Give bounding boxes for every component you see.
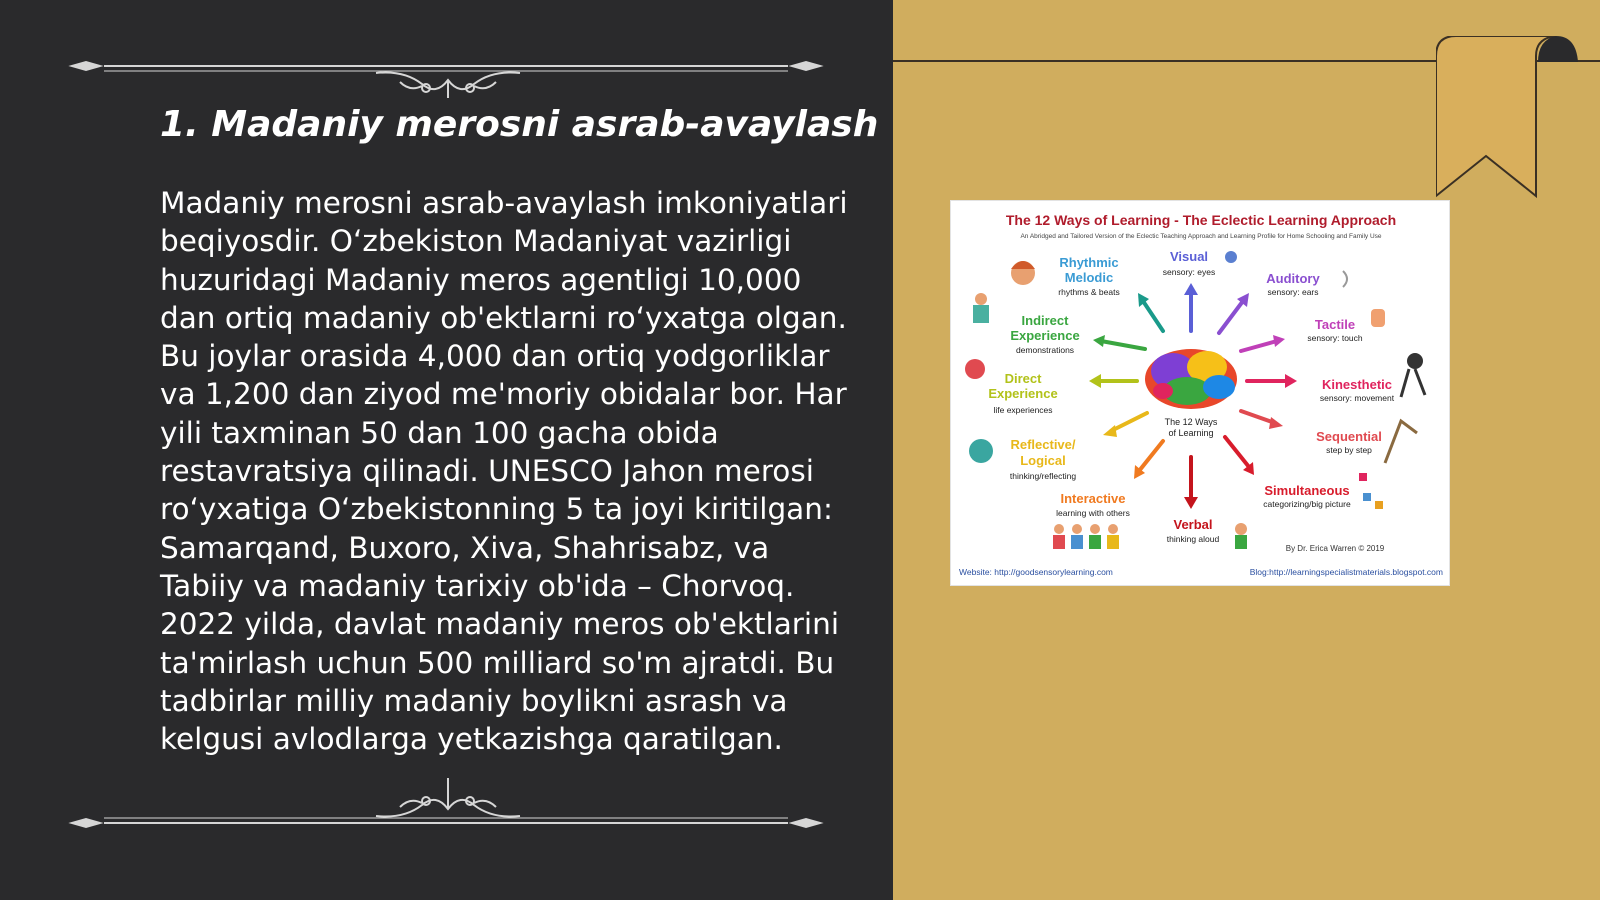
way-interactive — [1056, 491, 1130, 518]
bottom-ornament-divider — [64, 776, 828, 836]
svg-text:Interactive: Interactive — [1060, 491, 1126, 506]
svg-text:Tactile: Tactile — [1314, 317, 1356, 332]
way-visual — [1163, 249, 1215, 277]
way-indirect-experience — [1010, 313, 1079, 355]
svg-text:Direct: Direct — [1004, 371, 1042, 386]
svg-text:Simultaneous: Simultaneous — [1264, 483, 1350, 498]
svg-text:thinking/reflecting: thinking/reflecting — [1009, 471, 1077, 481]
svg-text:demonstrations: demonstrations — [1015, 345, 1075, 355]
svg-text:categorizing/big picture: categorizing/big picture — [1263, 499, 1351, 509]
svg-text:rhythms & beats: rhythms & beats — [1058, 287, 1120, 297]
svg-text:learning with others: learning with others — [1056, 508, 1130, 518]
way-auditory — [1266, 271, 1320, 297]
way-rhythmic — [1058, 255, 1119, 297]
brain-icon — [1145, 349, 1237, 409]
infographic-author: By Dr. Erica Warren © 2019 — [1285, 544, 1385, 553]
center-label-line1: The 12 Ways — [1164, 417, 1218, 427]
slide-title: 1. Madaniy merosni asrab-avaylash — [160, 104, 879, 145]
way-tactile — [1307, 317, 1363, 343]
svg-text:Experience: Experience — [988, 386, 1058, 401]
svg-text:Melodic: Melodic — [1064, 270, 1114, 285]
infographic-blog-link[interactable]: Blog:http://learningspecialistmaterials.blogspot.com — [1249, 567, 1443, 577]
infographic-title: The 12 Ways of Learning - The Eclectic Learning Approach — [1005, 212, 1397, 228]
svg-text:thinking aloud: thinking aloud — [1166, 534, 1220, 544]
svg-text:Logical: Logical — [1020, 453, 1066, 468]
svg-text:Kinesthetic: Kinesthetic — [1321, 377, 1393, 392]
svg-text:life experiences: life experiences — [993, 405, 1053, 415]
svg-text:Visual: Visual — [1169, 249, 1209, 264]
svg-text:Sequential: Sequential — [1316, 429, 1382, 444]
infographic-subtitle: An Abridged and Tailored Version of the Eclectic Teaching Approach and Learning Profile for Home Schooling and Family Use — [1020, 233, 1382, 240]
bookmark-ribbon-icon — [1436, 36, 1600, 200]
svg-text:Reflective/: Reflective/ — [1010, 437, 1076, 452]
svg-text:step by step: step by step — [1326, 445, 1372, 455]
svg-text:sensory: movement: sensory: movement — [1319, 393, 1395, 403]
infographic-website-link[interactable]: Website: http://goodsensorylearning.com — [959, 567, 1113, 577]
svg-text:sensory: eyes: sensory: eyes — [1162, 267, 1216, 277]
way-reflective-logical — [1010, 437, 1076, 481]
svg-text:sensory: touch: sensory: touch — [1307, 333, 1363, 343]
way-sequential — [1316, 429, 1382, 455]
svg-text:Experience: Experience — [1010, 328, 1080, 343]
way-kinesthetic — [1320, 377, 1395, 403]
svg-text:Indirect: Indirect — [1021, 313, 1069, 328]
svg-text:Rhythmic: Rhythmic — [1059, 255, 1119, 270]
top-ornament-divider — [64, 40, 828, 100]
way-verbal — [1167, 517, 1220, 544]
svg-text:sensory: ears: sensory: ears — [1267, 287, 1319, 297]
way-direct-experience — [988, 371, 1057, 415]
center-label-line2: of Learning — [1168, 428, 1214, 438]
svg-text:Auditory: Auditory — [1266, 271, 1320, 286]
way-simultaneous — [1263, 483, 1351, 509]
svg-text:Verbal: Verbal — [1173, 517, 1213, 532]
slide-body-text: Madaniy merosni asrab-avaylash imkoniyatlari beqiyosdir. O‘zbekiston Madaniyat vazirligi huzuridagi Madaniy meros agentligi 10,000 dan ortiq madaniy ob'ektlarni ro‘yxatga olgan. Bu joylar orasida 4,000 dan ortiq yodgorliklar va 1,200 dan ziyod me'moriy obidalar bor. Har yili taxminan 50 dan 100 gacha obida restavratsiya qilinadi. UNESCO Jahon merosi ro‘yxatiga O‘zbekistonning 5 ta joyi kiritilgan: Samarqand, Buxoro, Xiva, Shahrisabz, va Tabiiy va madaniy tarixiy ob'ida – Chorvoq. 2022 yilda, davlat madaniy meros ob'ektlarini ta'mirlash uchun 500 milliard so'm ajratdi. Bu tadbirlar milliy madaniy boylikni asrash va kelgusi avlodlarga yetkazishga qaratilgan. — [160, 186, 848, 757]
learning-infographic — [950, 200, 1450, 586]
